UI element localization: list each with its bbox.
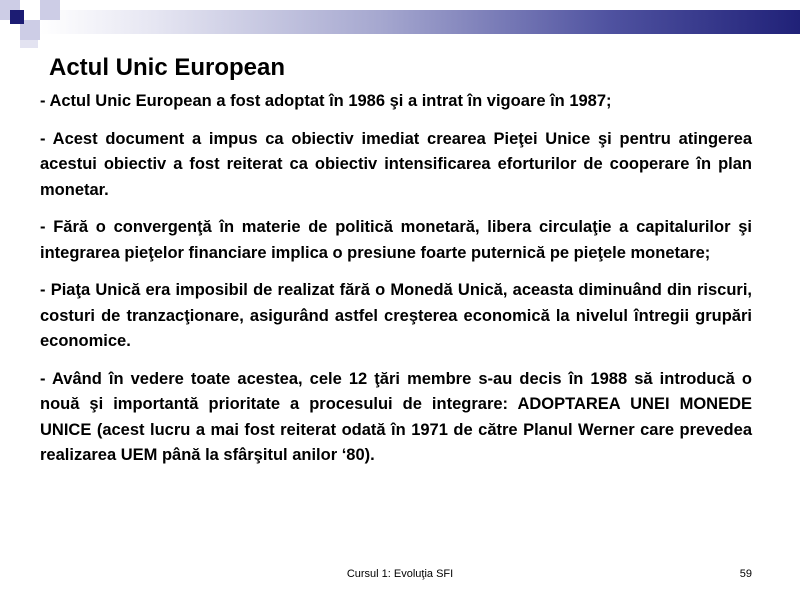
decor-square-dark bbox=[10, 10, 24, 24]
decor-square bbox=[40, 0, 60, 20]
slide-body bbox=[40, 89, 752, 481]
slide-title: Actul Unic European bbox=[49, 54, 286, 81]
decor-square bbox=[20, 40, 38, 48]
paragraph: - Acest document a impus ca obiectiv imediat crearea Pieţei Unice şi pentru atingerea acestui obiectiv a fost reiterat ca obiectiv intensificarea eforturilor de cooperare în plan monetar. bbox=[40, 129, 752, 199]
footer-text: Cursul 1: Evoluţia SFI bbox=[346, 568, 454, 580]
header-gradient-band bbox=[40, 10, 800, 34]
paragraph: - Piaţa Unică era imposibil de realizat fără o Monedă Unică, aceasta diminuând din riscuri, costuri de tranzacţionare, asigurând astfel creşterea economică la nivelul întregii grupări economice. bbox=[40, 281, 752, 350]
paragraph: - Fără o convergenţă în materie de politică monetară, libera circulaţie a capitalurilor şi integrarea pieţelor financiare implica o presiune foarte puternică pe pieţele monetare; bbox=[40, 218, 752, 262]
paragraph: - Actul Unic European a fost adoptat în 1986 şi a intrat în vigoare în 1987; bbox=[40, 92, 612, 110]
page-number: 59 bbox=[739, 568, 752, 580]
paragraph: - Având în vedere toate acestea, cele 12 ţări membre s-au decis în 1988 să introducă o nouă şi importantă prioritate a procesului de integrare: ADOPTAREA UNEI MONEDE UNICE (acest lucru a mai fost reiterat odată în 1971 de către Planul Werner care prevedea realizarea UEM până la sfârşitul anilor ‘80). bbox=[40, 369, 752, 464]
